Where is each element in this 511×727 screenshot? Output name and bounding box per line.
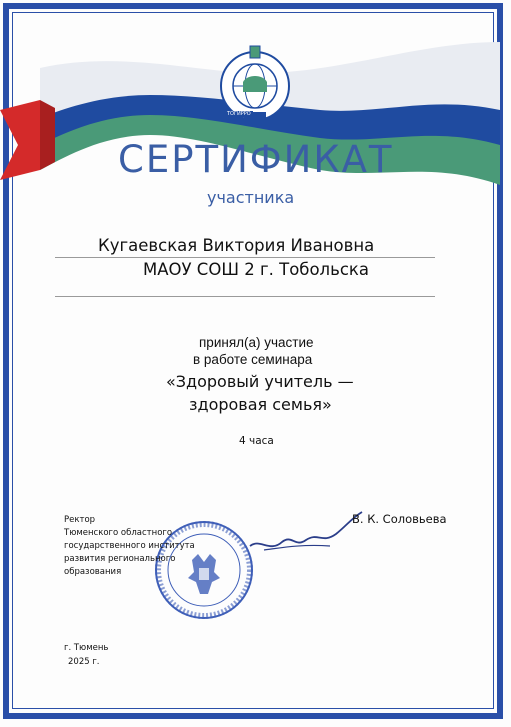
emblem-logo-text: ТОГИРРО [227,111,251,117]
name-underline [55,257,435,258]
city: г. Тюмень [64,643,109,653]
seminar-title-1: «Здоровый учитель — [166,372,354,391]
hours: 4 часа [239,435,274,447]
participation-text-1: принял(а) участие [199,335,314,350]
signer-title-line: государственного института [64,541,195,551]
signer-title-line: Ректор [64,515,96,525]
certificate-subtitle: участника [207,188,295,207]
signer-name: В. К. Соловьева [352,512,447,526]
signer-title-line: образования [64,567,122,577]
participation-text-2: в работе семинара [193,352,313,367]
certificate-title: СЕРТИФИКАТ [118,138,394,181]
year: 2025 г. [68,657,100,667]
recipient-name: Кугаевская Виктория Ивановна [98,236,375,255]
seminar-title-2: здоровая семья» [189,395,332,414]
signer-title-line: Тюменского областного [64,528,173,538]
signer-position [64,514,195,579]
signer-title-line: развития регионального [64,554,176,564]
recipient-organization: МАОУ СОШ 2 г. Тобольска [143,260,369,279]
organization-underline [55,296,435,297]
signature-icon [240,508,370,568]
